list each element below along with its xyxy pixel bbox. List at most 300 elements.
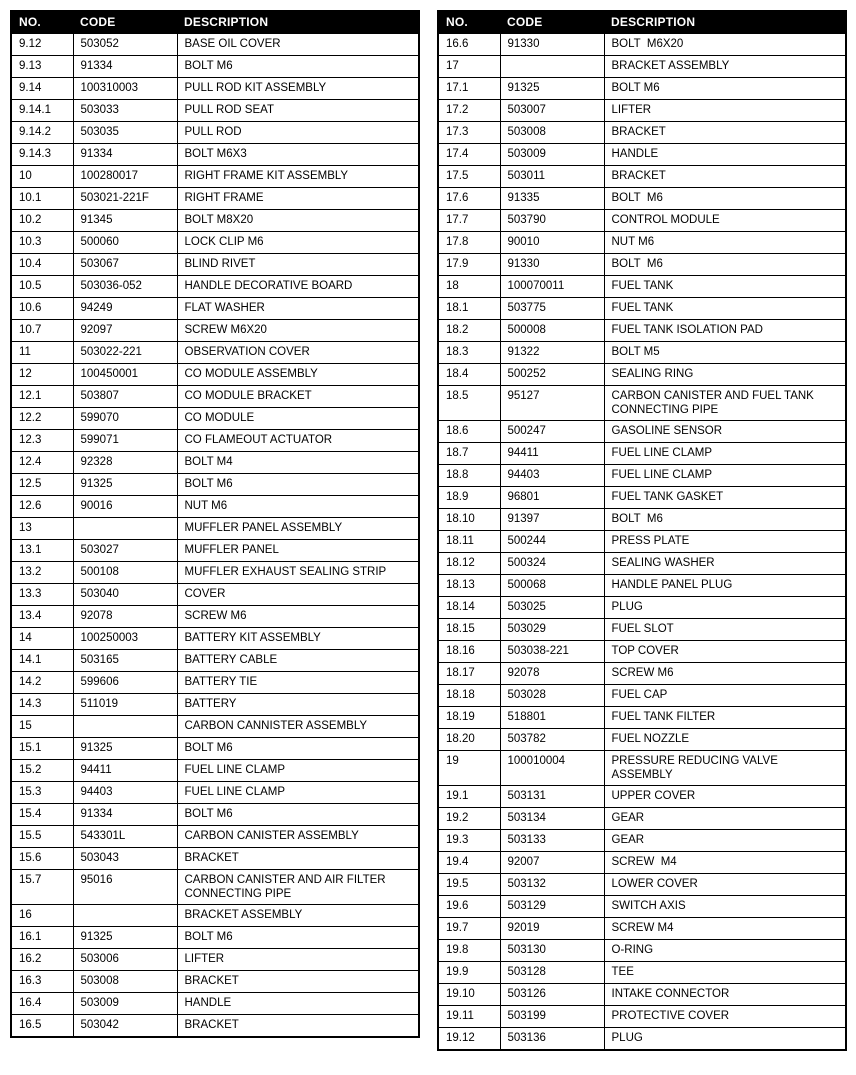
cell-code: 503807 bbox=[73, 386, 177, 408]
cell-code: 94403 bbox=[500, 465, 604, 487]
table-row bbox=[11, 188, 419, 210]
table-row bbox=[438, 531, 846, 553]
cell-no: 13.1 bbox=[11, 540, 73, 562]
table-row bbox=[438, 166, 846, 188]
cell-code: 95127 bbox=[500, 386, 604, 421]
cell-code: 91325 bbox=[73, 738, 177, 760]
cell-no: 17.1 bbox=[438, 78, 500, 100]
cell-code: 503006 bbox=[73, 949, 177, 971]
cell-description: TEE bbox=[604, 962, 846, 984]
cell-code: 91334 bbox=[73, 144, 177, 166]
table-row bbox=[11, 927, 419, 949]
cell-description: SCREW M4 bbox=[604, 852, 846, 874]
cell-no: 16.2 bbox=[11, 949, 73, 971]
cell-description: RIGHT FRAME KIT ASSEMBLY bbox=[177, 166, 419, 188]
cell-no: 9.12 bbox=[11, 34, 73, 56]
cell-description: BOLT M6X20 bbox=[604, 34, 846, 56]
cell-description: PULL ROD SEAT bbox=[177, 100, 419, 122]
cell-code: 94249 bbox=[73, 298, 177, 320]
cell-description: SCREW M6 bbox=[177, 606, 419, 628]
column-header-code: CODE bbox=[73, 11, 177, 34]
table-row bbox=[11, 518, 419, 540]
cell-code: 503782 bbox=[500, 729, 604, 751]
table-row bbox=[11, 993, 419, 1015]
table-row bbox=[11, 430, 419, 452]
cell-code: 543301L bbox=[73, 826, 177, 848]
table-row bbox=[11, 562, 419, 584]
cell-description: BOLT M6 bbox=[177, 804, 419, 826]
cell-no: 10 bbox=[11, 166, 73, 188]
column-header-description: DESCRIPTION bbox=[177, 11, 419, 34]
cell-description: CO MODULE BRACKET bbox=[177, 386, 419, 408]
cell-no: 18.9 bbox=[438, 487, 500, 509]
cell-no: 10.7 bbox=[11, 320, 73, 342]
cell-no: 16.6 bbox=[438, 34, 500, 56]
cell-no: 18.20 bbox=[438, 729, 500, 751]
table-row bbox=[11, 166, 419, 188]
cell-no: 18 bbox=[438, 276, 500, 298]
cell-no: 18.15 bbox=[438, 619, 500, 641]
table-row bbox=[438, 276, 846, 298]
table-row bbox=[438, 729, 846, 751]
cell-no: 13.4 bbox=[11, 606, 73, 628]
table-row bbox=[11, 232, 419, 254]
cell-no: 19.11 bbox=[438, 1006, 500, 1028]
cell-code: 503199 bbox=[500, 1006, 604, 1028]
table-row bbox=[11, 78, 419, 100]
cell-description: PROTECTIVE COVER bbox=[604, 1006, 846, 1028]
cell-no: 18.5 bbox=[438, 386, 500, 421]
cell-code: 91325 bbox=[500, 78, 604, 100]
cell-description: MUFFLER PANEL ASSEMBLY bbox=[177, 518, 419, 540]
cell-description: INTAKE CONNECTOR bbox=[604, 984, 846, 1006]
table-row bbox=[438, 874, 846, 896]
cell-no: 9.14.2 bbox=[11, 122, 73, 144]
cell-code: 503775 bbox=[500, 298, 604, 320]
cell-no: 12.6 bbox=[11, 496, 73, 518]
cell-code: 91334 bbox=[73, 56, 177, 78]
cell-description: LOCK CLIP M6 bbox=[177, 232, 419, 254]
table-row bbox=[438, 751, 846, 786]
cell-code: 92078 bbox=[73, 606, 177, 628]
cell-description: LIFTER bbox=[604, 100, 846, 122]
cell-no: 19.10 bbox=[438, 984, 500, 1006]
cell-no: 16.4 bbox=[11, 993, 73, 1015]
table-row bbox=[11, 949, 419, 971]
cell-code: 100250003 bbox=[73, 628, 177, 650]
cell-no: 15.1 bbox=[11, 738, 73, 760]
cell-code: 503043 bbox=[73, 848, 177, 870]
cell-no: 9.13 bbox=[11, 56, 73, 78]
cell-no: 14.2 bbox=[11, 672, 73, 694]
cell-description: FUEL LINE CLAMP bbox=[604, 443, 846, 465]
cell-description: BRACKET ASSEMBLY bbox=[177, 905, 419, 927]
cell-code: 503021-221F bbox=[73, 188, 177, 210]
cell-code: 599071 bbox=[73, 430, 177, 452]
cell-description: CO MODULE ASSEMBLY bbox=[177, 364, 419, 386]
cell-code: 599070 bbox=[73, 408, 177, 430]
cell-code: 500252 bbox=[500, 364, 604, 386]
cell-code: 500324 bbox=[500, 553, 604, 575]
table-row bbox=[438, 386, 846, 421]
table-row bbox=[11, 738, 419, 760]
cell-code: 503133 bbox=[500, 830, 604, 852]
table-row bbox=[438, 298, 846, 320]
cell-no: 9.14.1 bbox=[11, 100, 73, 122]
cell-code: 503035 bbox=[73, 122, 177, 144]
table-row bbox=[11, 905, 419, 927]
cell-description: FUEL LINE CLAMP bbox=[177, 760, 419, 782]
cell-description: SCREW M6X20 bbox=[177, 320, 419, 342]
cell-no: 19.5 bbox=[438, 874, 500, 896]
cell-description: FUEL TANK ISOLATION PAD bbox=[604, 320, 846, 342]
table-row bbox=[438, 940, 846, 962]
cell-description: SCREW M4 bbox=[604, 918, 846, 940]
cell-code: 91322 bbox=[500, 342, 604, 364]
cell-code: 503009 bbox=[73, 993, 177, 1015]
cell-no: 12 bbox=[11, 364, 73, 386]
cell-no: 19.8 bbox=[438, 940, 500, 962]
cell-no: 15.2 bbox=[11, 760, 73, 782]
cell-description: HANDLE bbox=[177, 993, 419, 1015]
cell-no: 17 bbox=[438, 56, 500, 78]
cell-no: 17.2 bbox=[438, 100, 500, 122]
cell-code: 503128 bbox=[500, 962, 604, 984]
table-row bbox=[11, 100, 419, 122]
table-row bbox=[11, 650, 419, 672]
cell-no: 18.16 bbox=[438, 641, 500, 663]
cell-code bbox=[73, 518, 177, 540]
cell-no: 19.4 bbox=[438, 852, 500, 874]
cell-description: SEALING WASHER bbox=[604, 553, 846, 575]
cell-code: 503038-221 bbox=[500, 641, 604, 663]
cell-code: 503126 bbox=[500, 984, 604, 1006]
table-row bbox=[438, 641, 846, 663]
cell-no: 18.19 bbox=[438, 707, 500, 729]
cell-no: 17.9 bbox=[438, 254, 500, 276]
cell-description: PLUG bbox=[604, 1028, 846, 1050]
cell-description: BATTERY bbox=[177, 694, 419, 716]
table-row bbox=[11, 276, 419, 298]
cell-code: 500247 bbox=[500, 421, 604, 443]
cell-no: 14.1 bbox=[11, 650, 73, 672]
table-row bbox=[438, 509, 846, 531]
cell-description: CARBON CANNISTER ASSEMBLY bbox=[177, 716, 419, 738]
cell-no: 18.14 bbox=[438, 597, 500, 619]
cell-no: 18.1 bbox=[438, 298, 500, 320]
header-row bbox=[438, 11, 846, 34]
table-row bbox=[11, 122, 419, 144]
cell-code: 503027 bbox=[73, 540, 177, 562]
cell-no: 19.7 bbox=[438, 918, 500, 940]
cell-code: 503008 bbox=[500, 122, 604, 144]
cell-code: 503052 bbox=[73, 34, 177, 56]
table-row bbox=[438, 421, 846, 443]
table-row bbox=[11, 584, 419, 606]
cell-description: BOLT M6 bbox=[177, 474, 419, 496]
cell-no: 12.3 bbox=[11, 430, 73, 452]
table-row bbox=[438, 122, 846, 144]
cell-code: 599606 bbox=[73, 672, 177, 694]
table-row bbox=[11, 672, 419, 694]
cell-no: 17.8 bbox=[438, 232, 500, 254]
cell-code: 500108 bbox=[73, 562, 177, 584]
cell-code: 94411 bbox=[73, 760, 177, 782]
table-body-right bbox=[438, 34, 846, 1050]
cell-description: FUEL TANK FILTER bbox=[604, 707, 846, 729]
cell-description: COVER bbox=[177, 584, 419, 606]
cell-no: 16.1 bbox=[11, 927, 73, 949]
cell-description: FUEL NOZZLE bbox=[604, 729, 846, 751]
cell-no: 18.8 bbox=[438, 465, 500, 487]
cell-code: 503009 bbox=[500, 144, 604, 166]
cell-description: SWITCH AXIS bbox=[604, 896, 846, 918]
cell-no: 19.12 bbox=[438, 1028, 500, 1050]
cell-no: 9.14 bbox=[11, 78, 73, 100]
table-row bbox=[438, 918, 846, 940]
cell-no: 18.6 bbox=[438, 421, 500, 443]
cell-no: 15.3 bbox=[11, 782, 73, 804]
cell-no: 19.6 bbox=[438, 896, 500, 918]
cell-code: 503042 bbox=[73, 1015, 177, 1037]
table-row bbox=[11, 760, 419, 782]
cell-description: BOLT M6 bbox=[604, 254, 846, 276]
table-row bbox=[438, 984, 846, 1006]
cell-code: 503011 bbox=[500, 166, 604, 188]
cell-code: 100010004 bbox=[500, 751, 604, 786]
table-row bbox=[11, 496, 419, 518]
table-row bbox=[438, 56, 846, 78]
cell-no: 12.4 bbox=[11, 452, 73, 474]
cell-description: CARBON CANISTER AND AIR FILTER CONNECTING PIPE bbox=[177, 870, 419, 905]
parts-table-left bbox=[10, 10, 420, 1038]
cell-code: 92078 bbox=[500, 663, 604, 685]
cell-description: FUEL TANK GASKET bbox=[604, 487, 846, 509]
cell-no: 17.3 bbox=[438, 122, 500, 144]
cell-no: 18.10 bbox=[438, 509, 500, 531]
cell-code: 91397 bbox=[500, 509, 604, 531]
cell-code: 518801 bbox=[500, 707, 604, 729]
cell-code: 511019 bbox=[73, 694, 177, 716]
cell-description: BASE OIL COVER bbox=[177, 34, 419, 56]
cell-code: 503067 bbox=[73, 254, 177, 276]
cell-code: 503136 bbox=[500, 1028, 604, 1050]
cell-no: 19.2 bbox=[438, 808, 500, 830]
table-header-right bbox=[438, 11, 846, 34]
cell-description: TOP COVER bbox=[604, 641, 846, 663]
cell-no: 18.4 bbox=[438, 364, 500, 386]
table-row bbox=[11, 628, 419, 650]
cell-description: BRACKET bbox=[177, 848, 419, 870]
cell-description: FUEL TANK bbox=[604, 298, 846, 320]
cell-no: 18.12 bbox=[438, 553, 500, 575]
cell-description: HANDLE PANEL PLUG bbox=[604, 575, 846, 597]
table-row bbox=[438, 342, 846, 364]
cell-description: FUEL TANK bbox=[604, 276, 846, 298]
table-row bbox=[11, 56, 419, 78]
column-header-no: NO. bbox=[438, 11, 500, 34]
cell-code: 100450001 bbox=[73, 364, 177, 386]
table-row bbox=[438, 597, 846, 619]
cell-code: 100310003 bbox=[73, 78, 177, 100]
table-row bbox=[11, 298, 419, 320]
table-row bbox=[438, 896, 846, 918]
cell-code: 503130 bbox=[500, 940, 604, 962]
table-row bbox=[438, 210, 846, 232]
column-header-no: NO. bbox=[11, 11, 73, 34]
table-row bbox=[11, 782, 419, 804]
cell-description: GEAR bbox=[604, 830, 846, 852]
cell-description: OBSERVATION COVER bbox=[177, 342, 419, 364]
table-row bbox=[11, 848, 419, 870]
cell-description: BATTERY CABLE bbox=[177, 650, 419, 672]
cell-code: 100070011 bbox=[500, 276, 604, 298]
cell-no: 10.2 bbox=[11, 210, 73, 232]
table-row bbox=[438, 1028, 846, 1050]
cell-description: BOLT M6 bbox=[604, 78, 846, 100]
cell-description: RIGHT FRAME bbox=[177, 188, 419, 210]
cell-description: CONTROL MODULE bbox=[604, 210, 846, 232]
cell-description: BATTERY KIT ASSEMBLY bbox=[177, 628, 419, 650]
cell-no: 18.18 bbox=[438, 685, 500, 707]
cell-code: 503040 bbox=[73, 584, 177, 606]
cell-code: 92328 bbox=[73, 452, 177, 474]
table-row bbox=[438, 232, 846, 254]
parts-table-right-container bbox=[437, 10, 845, 1051]
table-row bbox=[438, 575, 846, 597]
table-row bbox=[438, 663, 846, 685]
table-row bbox=[438, 830, 846, 852]
cell-description: BRACKET bbox=[604, 166, 846, 188]
cell-code: 96801 bbox=[500, 487, 604, 509]
table-row bbox=[11, 144, 419, 166]
table-row bbox=[11, 540, 419, 562]
cell-no: 13 bbox=[11, 518, 73, 540]
cell-code bbox=[73, 905, 177, 927]
table-row bbox=[438, 553, 846, 575]
cell-no: 16 bbox=[11, 905, 73, 927]
table-row bbox=[438, 320, 846, 342]
cell-no: 13.3 bbox=[11, 584, 73, 606]
table-row bbox=[438, 34, 846, 56]
cell-description: MUFFLER PANEL bbox=[177, 540, 419, 562]
column-header-description: DESCRIPTION bbox=[604, 11, 846, 34]
cell-no: 14 bbox=[11, 628, 73, 650]
cell-code: 95016 bbox=[73, 870, 177, 905]
cell-description: PULL ROD KIT ASSEMBLY bbox=[177, 78, 419, 100]
cell-no: 19 bbox=[438, 751, 500, 786]
table-row bbox=[11, 34, 419, 56]
cell-code: 91325 bbox=[73, 474, 177, 496]
cell-description: CARBON CANISTER ASSEMBLY bbox=[177, 826, 419, 848]
table-row bbox=[438, 852, 846, 874]
cell-description: BOLT M6 bbox=[177, 56, 419, 78]
cell-code: 503790 bbox=[500, 210, 604, 232]
table-row bbox=[11, 364, 419, 386]
cell-code: 503134 bbox=[500, 808, 604, 830]
cell-code: 91345 bbox=[73, 210, 177, 232]
cell-description: BATTERY TIE bbox=[177, 672, 419, 694]
table-row bbox=[438, 487, 846, 509]
cell-no: 11 bbox=[11, 342, 73, 364]
cell-no: 10.3 bbox=[11, 232, 73, 254]
parts-table-right bbox=[437, 10, 847, 1051]
cell-no: 17.5 bbox=[438, 166, 500, 188]
cell-no: 12.1 bbox=[11, 386, 73, 408]
cell-no: 18.13 bbox=[438, 575, 500, 597]
cell-no: 16.3 bbox=[11, 971, 73, 993]
cell-description: PRESSURE REDUCING VALVE ASSEMBLY bbox=[604, 751, 846, 786]
header-row bbox=[11, 11, 419, 34]
table-row bbox=[438, 100, 846, 122]
table-row bbox=[438, 188, 846, 210]
table-row bbox=[438, 1006, 846, 1028]
cell-description: PLUG bbox=[604, 597, 846, 619]
cell-description: BRACKET bbox=[604, 122, 846, 144]
cell-code: 503129 bbox=[500, 896, 604, 918]
cell-description: MUFFLER EXHAUST SEALING STRIP bbox=[177, 562, 419, 584]
cell-no: 10.5 bbox=[11, 276, 73, 298]
cell-code: 503033 bbox=[73, 100, 177, 122]
cell-no: 15.5 bbox=[11, 826, 73, 848]
table-row bbox=[11, 474, 419, 496]
cell-description: SEALING RING bbox=[604, 364, 846, 386]
cell-description: BRACKET bbox=[177, 1015, 419, 1037]
cell-no: 15.4 bbox=[11, 804, 73, 826]
cell-description: CO MODULE bbox=[177, 408, 419, 430]
cell-code: 503008 bbox=[73, 971, 177, 993]
cell-code: 503025 bbox=[500, 597, 604, 619]
table-row bbox=[11, 804, 419, 826]
cell-no: 10.4 bbox=[11, 254, 73, 276]
cell-no: 18.11 bbox=[438, 531, 500, 553]
cell-code bbox=[500, 56, 604, 78]
cell-no: 18.3 bbox=[438, 342, 500, 364]
cell-code: 100280017 bbox=[73, 166, 177, 188]
table-row bbox=[438, 443, 846, 465]
table-row bbox=[11, 694, 419, 716]
table-row bbox=[11, 342, 419, 364]
cell-description: NUT M6 bbox=[177, 496, 419, 518]
table-row bbox=[11, 1015, 419, 1037]
cell-code: 92019 bbox=[500, 918, 604, 940]
cell-description: BLIND RIVET bbox=[177, 254, 419, 276]
table-row bbox=[438, 364, 846, 386]
cell-no: 15.7 bbox=[11, 870, 73, 905]
cell-code: 91334 bbox=[73, 804, 177, 826]
cell-code: 503165 bbox=[73, 650, 177, 672]
cell-no: 17.6 bbox=[438, 188, 500, 210]
table-row bbox=[11, 971, 419, 993]
cell-description: HANDLE DECORATIVE BOARD bbox=[177, 276, 419, 298]
cell-no: 10.1 bbox=[11, 188, 73, 210]
cell-no: 18.17 bbox=[438, 663, 500, 685]
cell-description: BRACKET bbox=[177, 971, 419, 993]
cell-description: BRACKET ASSEMBLY bbox=[604, 56, 846, 78]
table-row bbox=[438, 707, 846, 729]
cell-code: 503028 bbox=[500, 685, 604, 707]
cell-code: 500060 bbox=[73, 232, 177, 254]
table-row bbox=[438, 144, 846, 166]
cell-code: 503132 bbox=[500, 874, 604, 896]
cell-no: 16.5 bbox=[11, 1015, 73, 1037]
table-row bbox=[11, 716, 419, 738]
cell-code: 503007 bbox=[500, 100, 604, 122]
table-row bbox=[11, 254, 419, 276]
table-row bbox=[438, 786, 846, 808]
table-row bbox=[438, 808, 846, 830]
cell-description: PRESS PLATE bbox=[604, 531, 846, 553]
